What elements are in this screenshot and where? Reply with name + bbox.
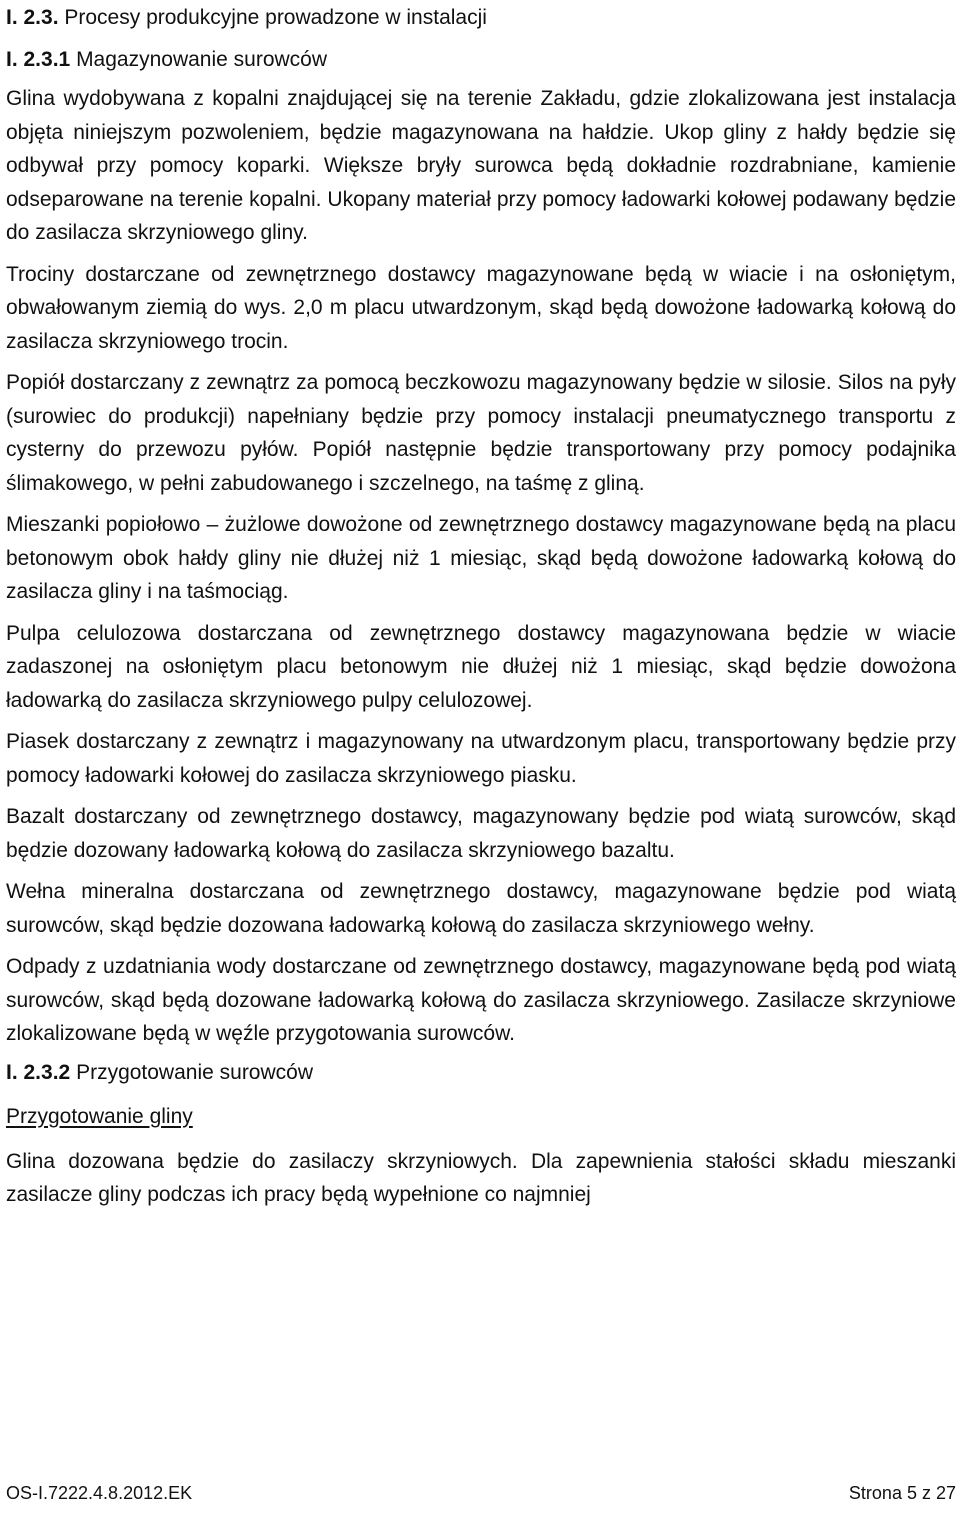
subsection-heading-preparation: I. 2.3.2 Przygotowanie surowców (6, 1060, 313, 1084)
paragraph-sawdust: Trociny dostarczane od zewnętrznego dostawcy magazynowane będą w wiacie i na osłoniętym, obwałowanym ziemią do wys. 2,0 m placu utwardzonym, skąd będą dowożone ładowarką kołową do zasilacza skrzyniowego trocin. (6, 262, 956, 353)
paragraph-cellulose-pulp: Pulpa celulozowa dostarczana od zewnętrznego dostawcy magazynowana będzie w wiacie zadaszonej na osłoniętym placu betonowym nie dłużej niż 1 miesiąc, skąd będzie dowożona ładowarką do zasilacza skrzyniowego pulpy celulozowej. (6, 621, 956, 712)
page-number: Strona 5 z 27 (848, 1483, 956, 1503)
paragraph-ash: Popiół dostarczany z zewnątrz za pomocą beczkowozu magazynowany będzie w silosie. Silos na pyły (surowiec do produkcji) napełniany będzie przy pomocy instalacji pneumatycznego transportu z cysterny do przewozu pyłów. Popiół następnie będzie transportowany przy pomocy podajnika ślimakowego, w pełni zabudowanego i szczelnego, na taśmę z gliną. (6, 371, 956, 495)
document-page (6, 0, 956, 1212)
subsection-heading-storage: I. 2.3.1 Magazynowanie surowców (6, 48, 328, 71)
paragraph-ash-slag-mixtures: Mieszanki popiołowo – żużlowe dowożone od zewnętrznego dostawcy magazynowane będą na placu betonowym obok hałdy gliny nie dłużej niż 1 miesiąc, skąd będą dowożone ładowarką kołową do zasilacza gliny i na taśmociąg. (6, 513, 956, 603)
paragraph-sand: Piasek dostarczany z zewnątrz i magazynowany na utwardzonym placu, transportowany będzie przy pomocy ładowarki kołowej do zasilacza skrzyniowego piasku. (6, 730, 956, 787)
paragraph-clay: Glina wydobywana z kopalni znajdującej się na terenie Zakładu, gdzie zlokalizowana jest instalacja objęta niniejszym pozwoleniem, będzie magazynowana na hałdzie. Ukop gliny z hałdy będzie się odbywał przy pomocy koparki. Większe bryły surowca będą dokładnie rozdrabniane, kamienie odseparowane na terenie kopalni. Ukopany materiał przy pomocy ładowarki kołowej podawany będzie do zasilacza skrzyniowego gliny. (6, 87, 956, 244)
section-heading: I. 2.3. Procesy produkcyjne prowadzone w instalacji (6, 6, 487, 29)
paragraph-mineral-wool: Wełna mineralna dostarczana od zewnętrznego dostawcy, magazynowane będzie pod wiatą surowców, skąd będzie dozowana ładowarką kołową do zasilacza skrzyniowego wełny. (6, 880, 956, 937)
paragraph-water-treatment-waste: Odpady z uzdatniania wody dostarczane od zewnętrznego dostawcy, magazynowane będą pod wiatą surowców, skąd będą dozowane ładowarką kołową do zasilacza skrzyniowego. Zasilacze skrzyniowe zlokalizowane będą w węźle przygotowania surowców. (6, 955, 956, 1045)
paragraph-basalt: Bazalt dostarczany od zewnętrznego dostawcy, magazynowany będzie pod wiatą surowców, skąd będzie dozowany ładowarką kołową do zasilacza skrzyniowego bazaltu. (6, 805, 956, 862)
subheading-clay-preparation: Przygotowanie gliny (6, 1104, 193, 1128)
document-reference: OS-I.7222.4.8.2012.EK (6, 1483, 193, 1503)
page-footer (6, 1480, 956, 1506)
paragraph-clay-dosing: Glina dozowana będzie do zasilaczy skrzyniowych. Dla zapewnienia stałości składu mieszanki zasilacze gliny podczas ich pracy będą wypełnione co najmniej (6, 1149, 956, 1206)
